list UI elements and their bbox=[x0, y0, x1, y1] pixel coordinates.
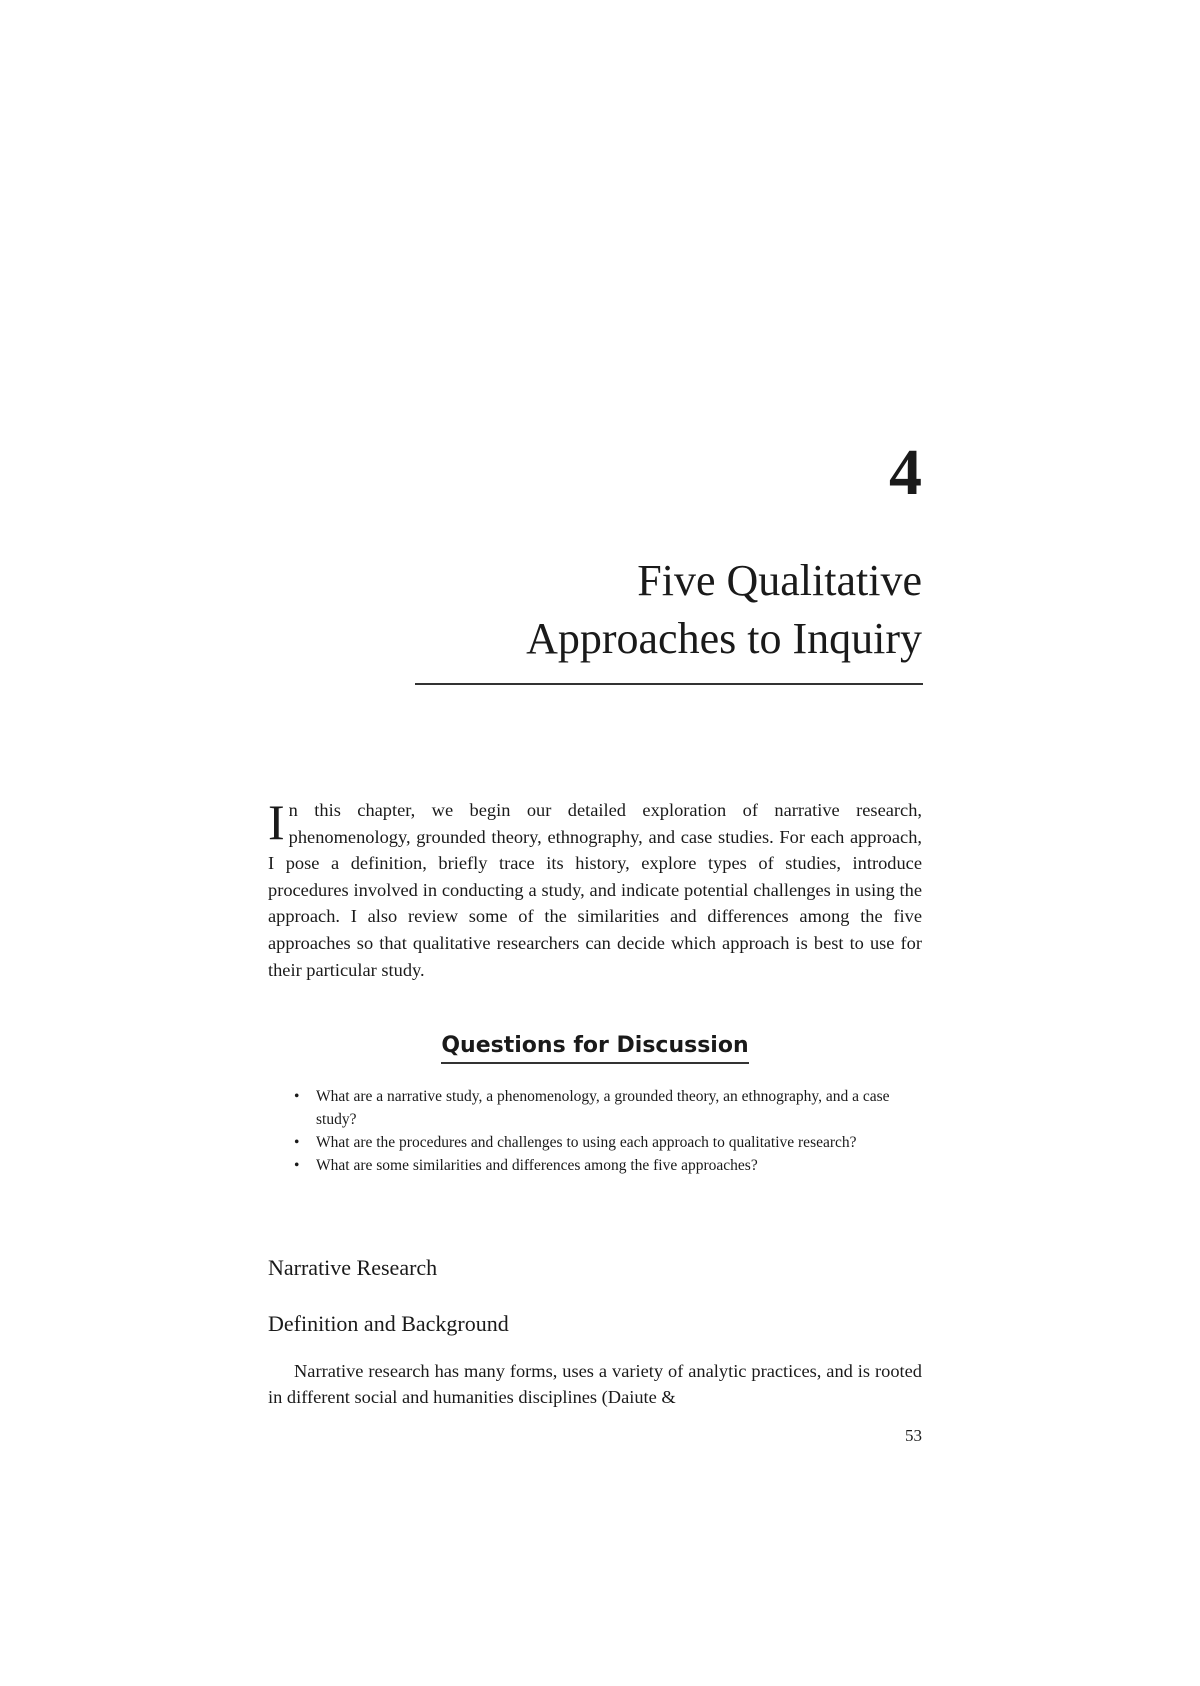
intro-paragraph bbox=[268, 794, 922, 983]
discussion-question: • What are a narrative study, a phenomenology, a grounded theory, an ethnography, and a case study? bbox=[288, 1085, 922, 1131]
chapter-title-line-2: Approaches to Inquiry bbox=[526, 614, 922, 663]
chapter-number: 4 bbox=[889, 436, 922, 509]
body-paragraph: Narrative research has many forms, uses a variety of analytic practices, and is rooted in different social and humanities disciplines (Daiute & bbox=[268, 1361, 922, 1407]
discussion-heading-text: Questions for Discussion bbox=[441, 1032, 748, 1064]
discussion-question: • What are some similarities and differences among the five approaches? bbox=[288, 1154, 922, 1177]
intro-text: n this chapter, we begin our detailed exploration of narrative research, phenomenology, grounded theory, ethnography, and case studies. For each approach, I pose a definition, briefly trace its history, explore types of studies, introduce procedures involved in conducting a study, and indicate potential challenges in using the approach. I also review some of the similarities and differences among the five approaches so that qualitative researchers can decide which approach is best to use for their particular study. bbox=[268, 800, 922, 980]
subsection-heading: Definition and Background bbox=[268, 1311, 509, 1336]
chapter-title bbox=[402, 552, 922, 668]
drop-cap: I bbox=[268, 794, 285, 850]
title-rule bbox=[415, 683, 923, 685]
discussion-heading bbox=[268, 1032, 922, 1064]
discussion-question: • What are the procedures and challenges to using each approach to qualitative research? bbox=[288, 1131, 922, 1154]
section-heading: Narrative Research bbox=[268, 1255, 438, 1280]
page-number: 53 bbox=[905, 1426, 922, 1445]
chapter-title-line-1: Five Qualitative bbox=[637, 556, 922, 605]
discussion-list bbox=[288, 1085, 922, 1177]
